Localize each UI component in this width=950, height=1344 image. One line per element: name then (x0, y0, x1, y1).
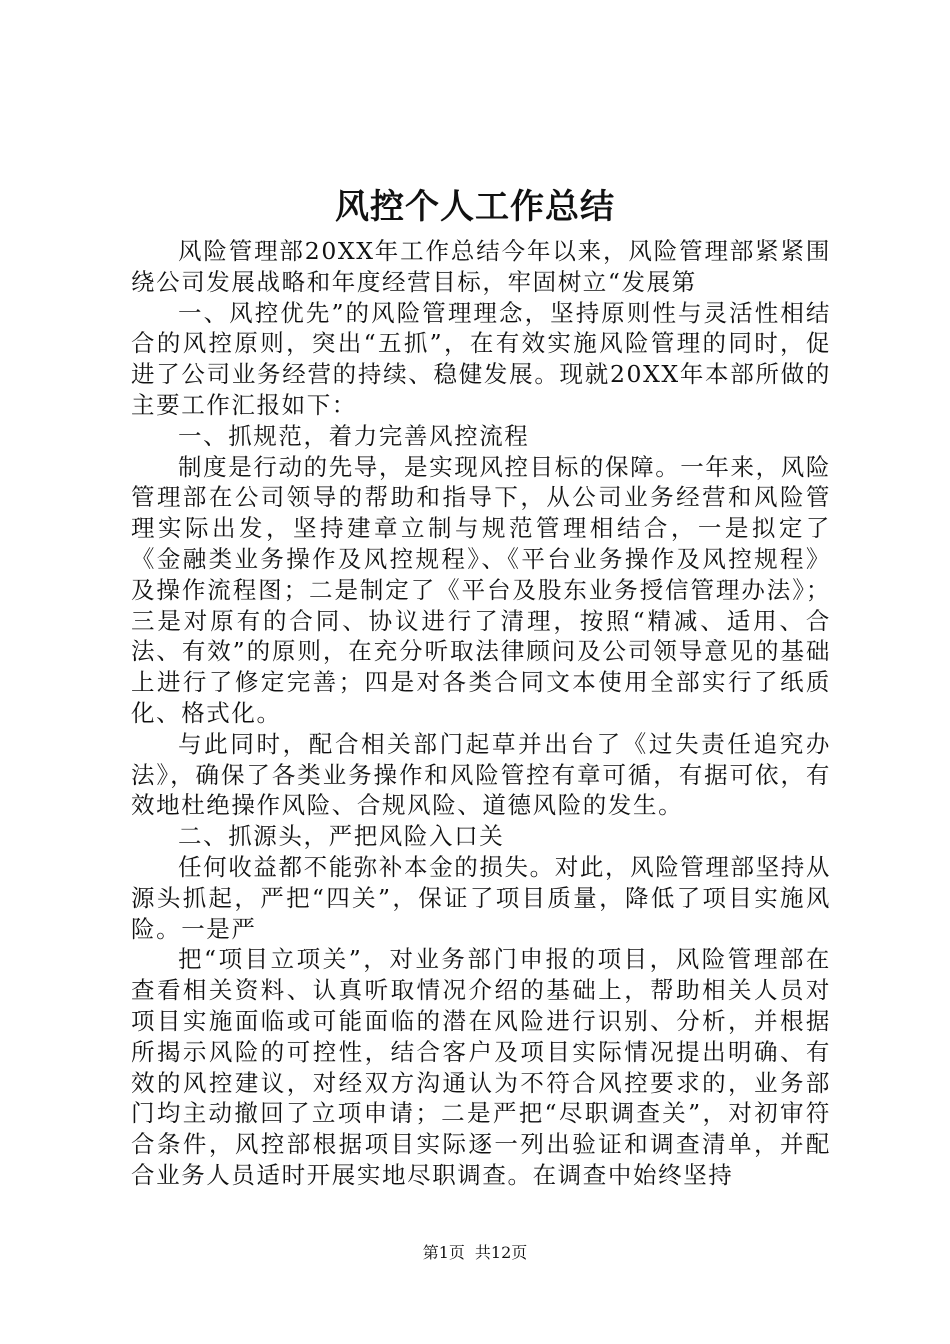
section-heading: 一、抓规范，着力完善风控流程 (178, 421, 530, 450)
paragraph: 制度是行动的先导，是实现风控目标的保障。一年来，风险管理部在公司领导的帮助和指导下，从公司业务经营和风险管理实际出发，坚持建章立制与规范管理相结合，一是拟定了《金融类业务操作及风控规程》、《平台业务操作及风控规程》及操作流程图；二是制定了《平台及股东业务授信管理办法》；三是对原有的合同、协议进行了清理，按照“精减、适用、合法、有效”的原则，在充分听取法律顾问及公司领导意见的基础上进行了修定完善；四是对各类合同文本使用全部实行了纸质化、格式化。 (131, 452, 831, 727)
paragraph: 任何收益都不能弥补本金的损失。对此，风险管理部坚持从源头抓起，严把“四关”，保证了项目质量，降低了项目实施风险。一是严 (131, 852, 831, 943)
paragraph: 与此同时，配合相关部门起草并出台了《过失责任追究办法》，确保了各类业务操作和风险管控有章可循，有据可依，有效地杜绝操作风险、合规风险、道德风险的发生。 (131, 729, 831, 820)
document-title: 风控个人工作总结 (335, 187, 615, 227)
page-footer (0, 1241, 950, 1265)
paragraph: 一、风控优先”的风险管理理念，坚持原则性与灵活性相结合的风控原则，突出“五抓”，在有效实施风险管理的同时，促进了公司业务经营的持续、稳健发展。现就20XX年本部所做的主要工作汇报如下： (131, 298, 831, 419)
page-total: 共12页 (474, 1243, 528, 1262)
paragraph: 把“项目立项关”，对业务部门申报的项目，风险管理部在查看相关资料、认真听取情况介绍的基础上，帮助相关人员对项目实施面临或可能面临的潜在风险进行识别、分析，并根据所揭示风险的可控性，结合客户及项目实际情况提出明确、有效的风控建议，对经双方沟通认为不符合风控要求的，业务部门均主动撤回了立项申请；二是严把“尽职调查关”，对初审符合条件，风控部根据项目实际逐一列出验证和调查清单，并配合业务人员适时开展实地尽职调查。在调查中始终坚持 (131, 945, 831, 1189)
section-heading: 二、抓源头，严把风险入口关 (178, 822, 505, 851)
page-number: 第1页 (422, 1243, 465, 1262)
paragraph: 风险管理部20XX年工作总结今年以来，风险管理部紧紧围绕公司发展战略和年度经营目标，牢固树立“发展第 (131, 237, 831, 296)
document-body (131, 236, 831, 1191)
